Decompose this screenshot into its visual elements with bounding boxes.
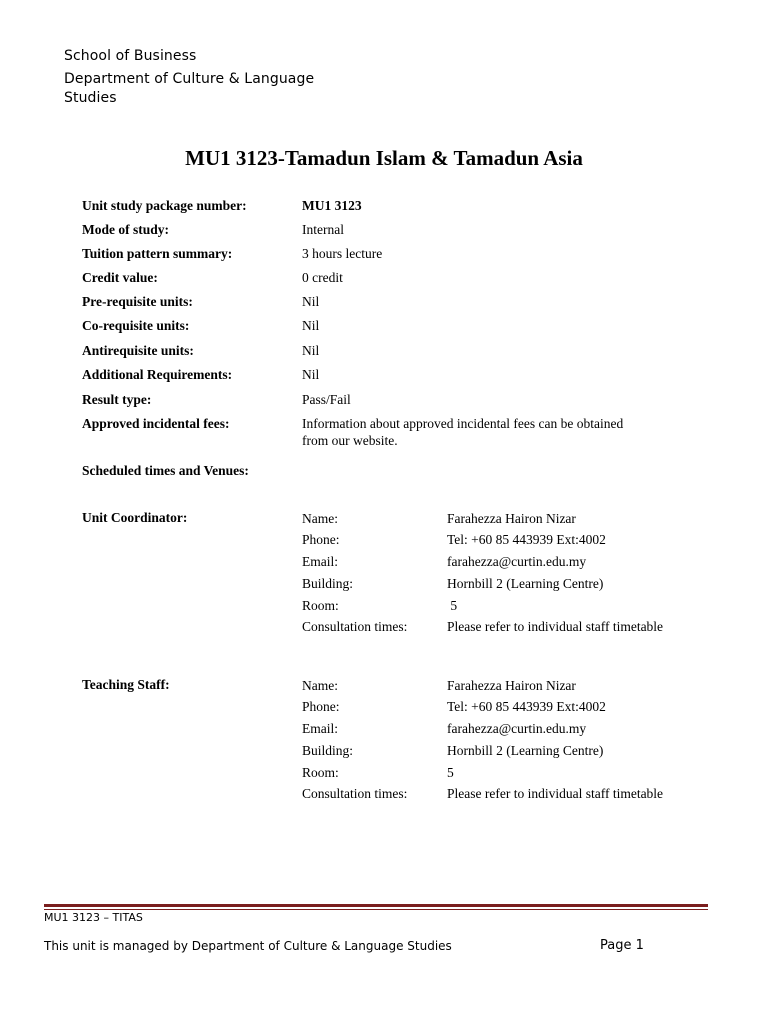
contact-key: Phone: bbox=[302, 699, 340, 714]
contact-key: Consultation times: bbox=[302, 786, 408, 801]
footer-divider-thin bbox=[44, 909, 708, 910]
contact-key: Name: bbox=[302, 678, 338, 693]
contact-key: Name: bbox=[302, 511, 338, 526]
contact-value: Tel: +60 85 443939 Ext:4002 bbox=[447, 699, 606, 714]
info-value: Internal bbox=[302, 222, 344, 237]
info-value: Information about approved incidental fees can be obtained from our website. bbox=[302, 416, 624, 448]
info-value: Nil bbox=[302, 294, 320, 309]
info-label: Pre-requisite units: bbox=[82, 294, 193, 309]
contact-value: Please refer to individual staff timetable bbox=[447, 619, 664, 634]
info-label: Mode of study: bbox=[82, 222, 169, 237]
contact-key: Phone: bbox=[302, 532, 340, 547]
contact-value: Please refer to individual staff timetable bbox=[447, 786, 664, 801]
footer-divider-thick bbox=[44, 904, 708, 907]
contact-value: Farahezza Hairon Nizar bbox=[447, 678, 576, 693]
info-label: Result type: bbox=[82, 392, 152, 407]
contact-value: Hornbill 2 (Learning Centre) bbox=[447, 576, 604, 591]
info-label: Additional Requirements: bbox=[82, 367, 233, 382]
contact-key: Email: bbox=[302, 554, 338, 569]
page-number: Page 1 bbox=[600, 938, 644, 953]
contact-key: Room: bbox=[302, 598, 339, 613]
school-name: School of Business bbox=[64, 48, 197, 64]
contact-value: Hornbill 2 (Learning Centre) bbox=[447, 743, 604, 758]
contact-value: farahezza@curtin.edu.my bbox=[447, 554, 587, 569]
info-value: 3 hours lecture bbox=[302, 246, 383, 261]
department-name-line2: Studies bbox=[64, 90, 117, 106]
footer-unit-code: MU1 3123 – TITAS bbox=[44, 911, 143, 924]
footer-managed-by: This unit is managed by Department of Culture & Language Studies bbox=[44, 939, 452, 953]
info-value: Nil bbox=[302, 367, 320, 382]
contact-key: Consultation times: bbox=[302, 619, 408, 634]
info-label: Credit value: bbox=[82, 270, 158, 285]
info-label: Approved incidental fees: bbox=[82, 416, 230, 431]
info-value: MU1 3123 bbox=[302, 198, 362, 213]
contact-key: Room: bbox=[302, 765, 339, 780]
document-title: MU1 3123-Tamadun Islam & Tamadun Asia bbox=[185, 146, 583, 170]
department-name-line1: Department of Culture & Language bbox=[64, 71, 315, 87]
contact-value: 5 bbox=[447, 765, 454, 780]
contact-value: Tel: +60 85 443939 Ext:4002 bbox=[447, 532, 606, 547]
info-label: Antirequisite units: bbox=[82, 343, 194, 358]
contact-key: Building: bbox=[302, 576, 354, 591]
teaching-staff-label: Teaching Staff: bbox=[82, 677, 170, 692]
unit-coordinator-label: Unit Coordinator: bbox=[82, 510, 188, 525]
contact-key: Building: bbox=[302, 743, 354, 758]
info-value: 0 credit bbox=[302, 270, 343, 285]
info-value: Nil bbox=[302, 318, 320, 333]
scheduled-times-label: Scheduled times and Venues: bbox=[82, 463, 249, 478]
info-value: Nil bbox=[302, 343, 320, 358]
contact-value: farahezza@curtin.edu.my bbox=[447, 721, 587, 736]
contact-value: Farahezza Hairon Nizar bbox=[447, 511, 576, 526]
info-label: Tuition pattern summary: bbox=[82, 246, 233, 261]
info-label: Unit study package number: bbox=[82, 198, 247, 213]
info-label: Co-requisite units: bbox=[82, 318, 190, 333]
info-value: Pass/Fail bbox=[302, 392, 351, 407]
contact-key: Email: bbox=[302, 721, 338, 736]
contact-value: 5 bbox=[447, 598, 458, 613]
